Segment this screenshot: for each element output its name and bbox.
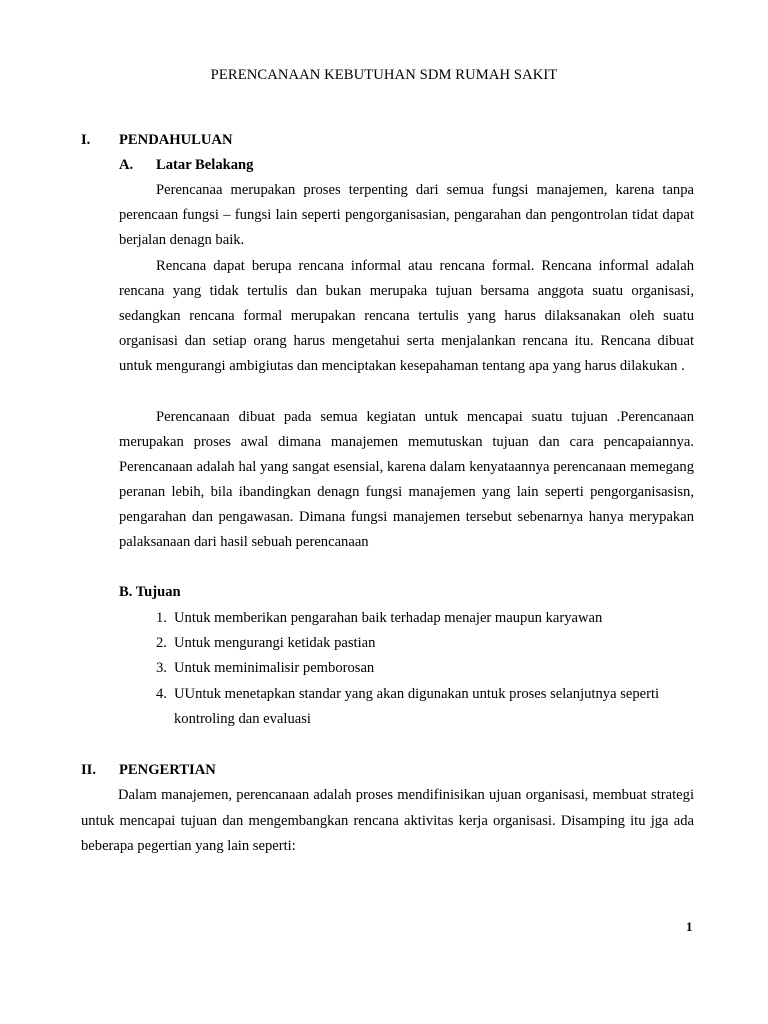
list-item-text: Untuk memberikan pengarahan baik terhadap menajer maupun karyawan	[174, 610, 603, 626]
list-item	[156, 631, 696, 656]
subsection-b-heading: B. Tujuan	[119, 584, 181, 600]
paragraph-pengertian: Dalam manajemen, perencanaan adalah proses mendifinisikan ujuan organisasi, membuat strategi untuk mencapai tujuan dan mengembangkan rencana aktivitas kerja organisasi. Disamping itu jga ada beberapa pegertian yang lain seperti:	[81, 787, 694, 855]
section-2-heading: PENGERTIAN	[119, 762, 216, 778]
list-item-number: 3.	[156, 660, 167, 677]
list-item-number: 2.	[156, 635, 167, 652]
list-item-number: 4.	[156, 685, 167, 702]
subsection-a-number: A.	[119, 157, 134, 173]
page-number: 1	[686, 919, 693, 934]
paragraph-latar-belakang-1: Perencanaa merupakan proses terpenting dari semua fungsi manajemen, karena tanpa perencaan fungsi – fungsi lain seperti pengorganisasian, pengarahan dan pengontrolan tidat dapat berjalan denagn baik.	[119, 182, 694, 249]
tujuan-list	[156, 606, 696, 732]
paragraph-latar-belakang-2: Rencana dapat berupa rencana informal atau rencana formal. Rencana informal adalah rencana yang tidak tertulis dan bukan merupaka tujuan bersama anggota suatu organisasi, sedangkan rencana formal merupakan rencana tertulis yang harus dilaksanakan oleh suatu organisasi dan setiap orang harus mengetahui serta menjalankan rencana itu. Rencana dibuat untuk mengurangi ambigiutas dan menciptakan kesepahaman tentang apa yang harus dilakukan .	[119, 258, 694, 375]
section-1-heading: PENDAHULUAN	[119, 132, 233, 148]
list-item-text: Untuk mengurangi ketidak pastian	[174, 635, 376, 652]
document-title: PERENCANAAN KEBUTUHAN SDM RUMAH SAKIT	[210, 67, 558, 83]
list-item-number: 1.	[156, 610, 167, 626]
section-1-number: I.	[81, 132, 91, 148]
list-item	[156, 682, 696, 732]
paragraph-latar-belakang-3: Perencanaan dibuat pada semua kegiatan untuk mencapai suatu tujuan .Perencanaan merupakan proses awal dimana manajemen memutuskan tujuan dan cara pencapaiannya. Perencanaan adalah hal yang sangat esensial, karena dalam kenyataannya perencanaan memegang peranan lebih, bila ibandingkan denagn fungsi manajemen yang lain seperti pengorganisasisn, pengarahan dan pengawasan. Dimana fungsi manajemen tersebut sebenarnya hanya merypakan palaksanaan dari hasil sebuah perencanaan	[119, 409, 694, 551]
subsection-a-heading: Latar Belakang	[156, 157, 254, 173]
list-item-text: UUntuk menetapkan standar yang akan digunakan untuk proses selanjutnya seperti kontroling dan evaluasi	[174, 685, 660, 727]
list-item	[156, 606, 696, 631]
section-2-number: II.	[81, 762, 97, 778]
list-item-text: Untuk meminimalisir pemborosan	[174, 660, 375, 677]
list-item	[156, 656, 696, 681]
